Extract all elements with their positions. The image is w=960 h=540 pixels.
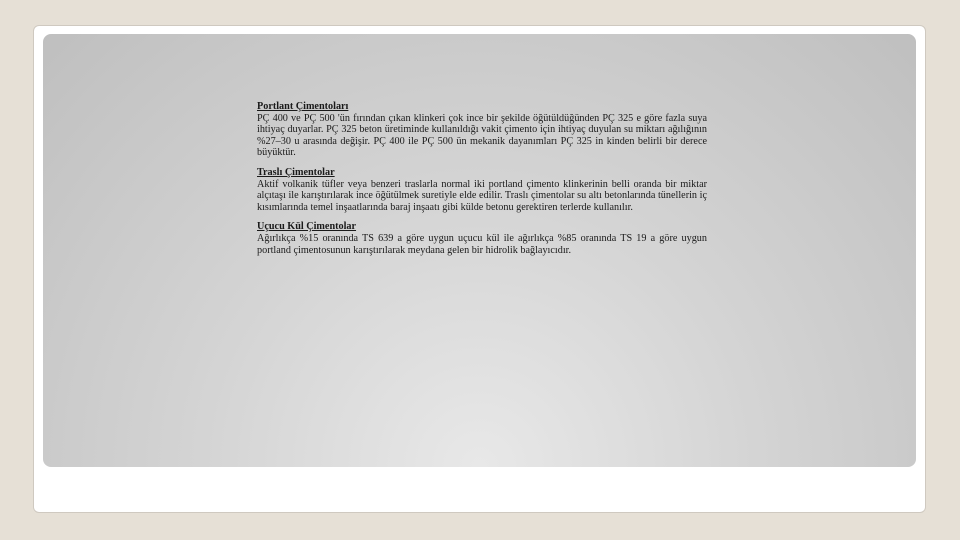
section-heading: Portlant Çimentoları xyxy=(257,101,349,112)
section-paragraph: PÇ 400 ve PÇ 500 'ün fırından çıkan klinkeri çok ince bir şekilde öğütüldüğünden PÇ 325 e göre fazla suya ihtiyaç duyarlar. PÇ 325 beton üretiminde kullanıldığı vakit çimento için ihtiyaç duyulan su miktarı ağılığının %27–30 u arasında değişir. PÇ 400 ile PÇ 500 ün mekanik dayanımları PÇ 325 in kinden belirli bir derece büyüktür. xyxy=(257,112,707,159)
section-fly-ash xyxy=(257,221,707,256)
section-heading: Traslı Çimentolar xyxy=(257,166,335,178)
section-paragraph: Ağırlıkça %15 oranında TS 639 a göre uygun uçucu kül ile ağırlıkça %85 oranında TS 19 a göre uygun portland çimentosunun karıştırılarak meydana gelen bir hidrolik bağlayıcıdır. xyxy=(257,232,707,256)
document-text xyxy=(257,101,707,264)
section-portland xyxy=(257,101,707,159)
section-paragraph: Aktif volkanik tüfler veya benzeri traslarla normal iki portland çimento klinkerinin belli oranda bir miktar alçıtaşı ile karıştırılarak ince öğütülmek suretiyle elde edilir. Traslı çimentolar su altı betonlarında tünellerin iç kısımlarında temel inşaatlarında baraj inşaatı gibi külde betonu gerektiren terlerde kullanılır. xyxy=(257,178,707,213)
section-heading: Uçucu Kül Çimentolar xyxy=(257,221,357,233)
section-trass xyxy=(257,167,707,213)
